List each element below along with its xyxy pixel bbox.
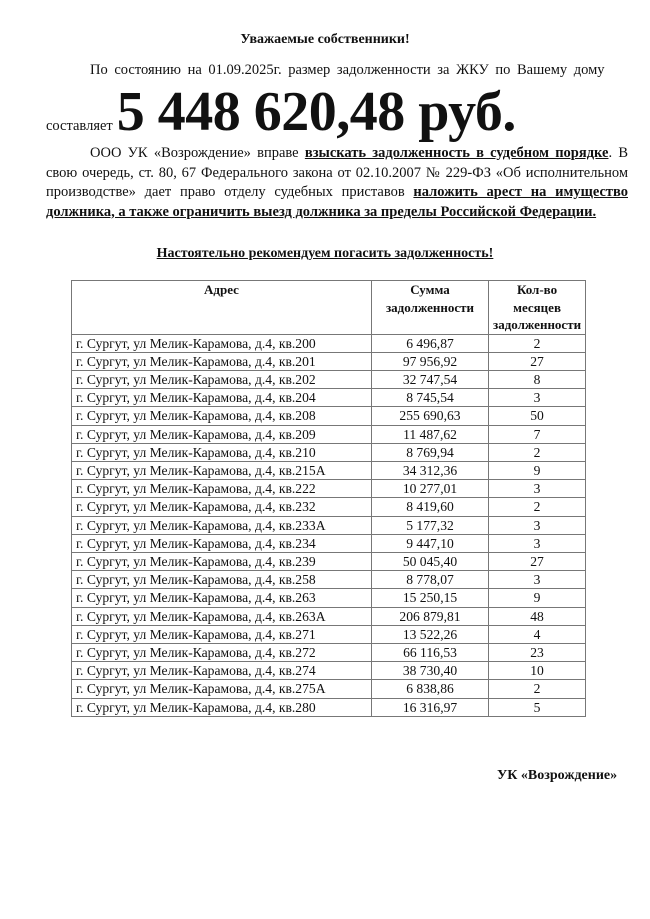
warning-text-2: . В свою очередь, ст. 80, 67 Федерального закона от 02.10.2007 № 229-ФЗ «Об исполнительном производстве» дает право отделу судебных приставов bbox=[46, 145, 629, 200]
cell-sum: 255 690,63 bbox=[372, 407, 489, 425]
recommendation-heading: Настоятельно рекомендуем погасить задолженность! bbox=[156, 246, 494, 261]
cell-address: г. Сургут, ул Мелик-Карамова, д.4, кв.263А bbox=[72, 607, 372, 625]
table-row bbox=[72, 480, 586, 498]
cell-months: 9 bbox=[489, 461, 586, 479]
cell-months: 4 bbox=[489, 625, 586, 643]
cell-address: г. Сургут, ул Мелик-Карамова, д.4, кв.275А bbox=[72, 680, 372, 698]
cell-address: г. Сургут, ул Мелик-Карамова, д.4, кв.233А bbox=[72, 516, 372, 534]
cell-sum: 8 745,54 bbox=[372, 389, 489, 407]
amount-prefix: составляет bbox=[46, 118, 113, 134]
cell-address: г. Сургут, ул Мелик-Карамова, д.4, кв.201 bbox=[72, 352, 372, 370]
cell-months: 9 bbox=[489, 589, 586, 607]
table-row bbox=[72, 680, 586, 698]
table-row bbox=[72, 552, 586, 570]
header-sum: Сумма задолженности bbox=[372, 281, 489, 335]
cell-months: 3 bbox=[489, 571, 586, 589]
cell-months: 2 bbox=[489, 334, 586, 352]
cell-sum: 66 116,53 bbox=[372, 643, 489, 661]
cell-address: г. Сургут, ул Мелик-Карамова, д.4, кв.280 bbox=[72, 698, 372, 716]
greeting-heading: Уважаемые собственники! bbox=[240, 32, 410, 47]
cell-address: г. Сургут, ул Мелик-Карамова, д.4, кв.232 bbox=[72, 498, 372, 516]
cell-sum: 50 045,40 bbox=[372, 552, 489, 570]
table-row bbox=[72, 334, 586, 352]
cell-address: г. Сургут, ул Мелик-Карамова, д.4, кв.208 bbox=[72, 407, 372, 425]
table-row bbox=[72, 389, 586, 407]
cell-address: г. Сургут, ул Мелик-Карамова, д.4, кв.272 bbox=[72, 643, 372, 661]
table-row bbox=[72, 407, 586, 425]
cell-sum: 6 838,86 bbox=[372, 680, 489, 698]
table-row bbox=[72, 370, 586, 388]
cell-address: г. Сургут, ул Мелик-Карамова, д.4, кв.271 bbox=[72, 625, 372, 643]
cell-sum: 206 879,81 bbox=[372, 607, 489, 625]
table-body bbox=[72, 334, 586, 716]
table-row bbox=[72, 662, 586, 680]
cell-sum: 8 778,07 bbox=[372, 571, 489, 589]
cell-months: 2 bbox=[489, 680, 586, 698]
table-row bbox=[72, 607, 586, 625]
table-row bbox=[72, 698, 586, 716]
cell-sum: 16 316,97 bbox=[372, 698, 489, 716]
cell-months: 2 bbox=[489, 498, 586, 516]
cell-address: г. Сургут, ул Мелик-Карамова, д.4, кв.239 bbox=[72, 552, 372, 570]
cell-sum: 10 277,01 bbox=[372, 480, 489, 498]
table-header-row bbox=[72, 281, 586, 335]
table-row bbox=[72, 571, 586, 589]
total-debt-amount: 5 448 620,48 руб. bbox=[116, 81, 516, 143]
warning-text-1: ООО УК «Возрождение» вправе bbox=[90, 145, 305, 161]
cell-months: 48 bbox=[489, 607, 586, 625]
cell-sum: 32 747,54 bbox=[372, 370, 489, 388]
table-row bbox=[72, 534, 586, 552]
cell-sum: 34 312,36 bbox=[372, 461, 489, 479]
warning-body bbox=[46, 144, 628, 222]
cell-months: 27 bbox=[489, 552, 586, 570]
table-row bbox=[72, 352, 586, 370]
table-row bbox=[72, 643, 586, 661]
cell-months: 7 bbox=[489, 425, 586, 443]
signature: УК «Возрождение» bbox=[497, 768, 618, 783]
cell-address: г. Сургут, ул Мелик-Карамова, д.4, кв.274 bbox=[72, 662, 372, 680]
cell-address: г. Сургут, ул Мелик-Карамова, д.4, кв.234 bbox=[72, 534, 372, 552]
warning-emphasis-arrest: наложить арест на имущество должника, а также ограничить выезд должника за пределы Российской Федерации. bbox=[46, 184, 628, 220]
header-months: Кол-во месяцев задолженности bbox=[489, 281, 586, 335]
cell-months: 8 bbox=[489, 370, 586, 388]
cell-months: 3 bbox=[489, 480, 586, 498]
warning-paragraph bbox=[46, 144, 628, 222]
cell-sum: 5 177,32 bbox=[372, 516, 489, 534]
cell-sum: 15 250,15 bbox=[372, 589, 489, 607]
cell-months: 2 bbox=[489, 443, 586, 461]
cell-address: г. Сургут, ул Мелик-Карамова, д.4, кв.200 bbox=[72, 334, 372, 352]
warning-emphasis-court: взыскать задолженность в судебном порядке bbox=[304, 145, 609, 161]
intro-text: По состоянию на 01.09.2025г. размер задолженности за ЖКУ по Вашему дому bbox=[90, 62, 605, 78]
cell-sum: 38 730,40 bbox=[372, 662, 489, 680]
cell-sum: 13 522,26 bbox=[372, 625, 489, 643]
table-row bbox=[72, 498, 586, 516]
cell-months: 3 bbox=[489, 534, 586, 552]
cell-months: 50 bbox=[489, 407, 586, 425]
cell-months: 10 bbox=[489, 662, 586, 680]
cell-sum: 6 496,87 bbox=[372, 334, 489, 352]
cell-sum: 9 447,10 bbox=[372, 534, 489, 552]
cell-address: г. Сургут, ул Мелик-Карамова, д.4, кв.215А bbox=[72, 461, 372, 479]
cell-months: 23 bbox=[489, 643, 586, 661]
cell-address: г. Сургут, ул Мелик-Карамова, д.4, кв.209 bbox=[72, 425, 372, 443]
table-row bbox=[72, 589, 586, 607]
header-address: Адрес bbox=[72, 281, 372, 335]
cell-months: 5 bbox=[489, 698, 586, 716]
debt-amount-line bbox=[46, 81, 516, 143]
cell-address: г. Сургут, ул Мелик-Карамова, д.4, кв.202 bbox=[72, 370, 372, 388]
cell-sum: 11 487,62 bbox=[372, 425, 489, 443]
cell-address: г. Сургут, ул Мелик-Карамова, д.4, кв.210 bbox=[72, 443, 372, 461]
cell-months: 27 bbox=[489, 352, 586, 370]
cell-sum: 97 956,92 bbox=[372, 352, 489, 370]
intro-paragraph bbox=[90, 62, 630, 79]
cell-address: г. Сургут, ул Мелик-Карамова, д.4, кв.204 bbox=[72, 389, 372, 407]
table-row bbox=[72, 425, 586, 443]
table-row bbox=[72, 625, 586, 643]
cell-address: г. Сургут, ул Мелик-Карамова, д.4, кв.258 bbox=[72, 571, 372, 589]
cell-address: г. Сургут, ул Мелик-Карамова, д.4, кв.263 bbox=[72, 589, 372, 607]
cell-months: 3 bbox=[489, 516, 586, 534]
cell-months: 3 bbox=[489, 389, 586, 407]
cell-sum: 8 419,60 bbox=[372, 498, 489, 516]
table-row bbox=[72, 516, 586, 534]
cell-address: г. Сургут, ул Мелик-Карамова, д.4, кв.222 bbox=[72, 480, 372, 498]
debt-table bbox=[71, 280, 586, 717]
table-row bbox=[72, 461, 586, 479]
table-row bbox=[72, 443, 586, 461]
cell-sum: 8 769,94 bbox=[372, 443, 489, 461]
